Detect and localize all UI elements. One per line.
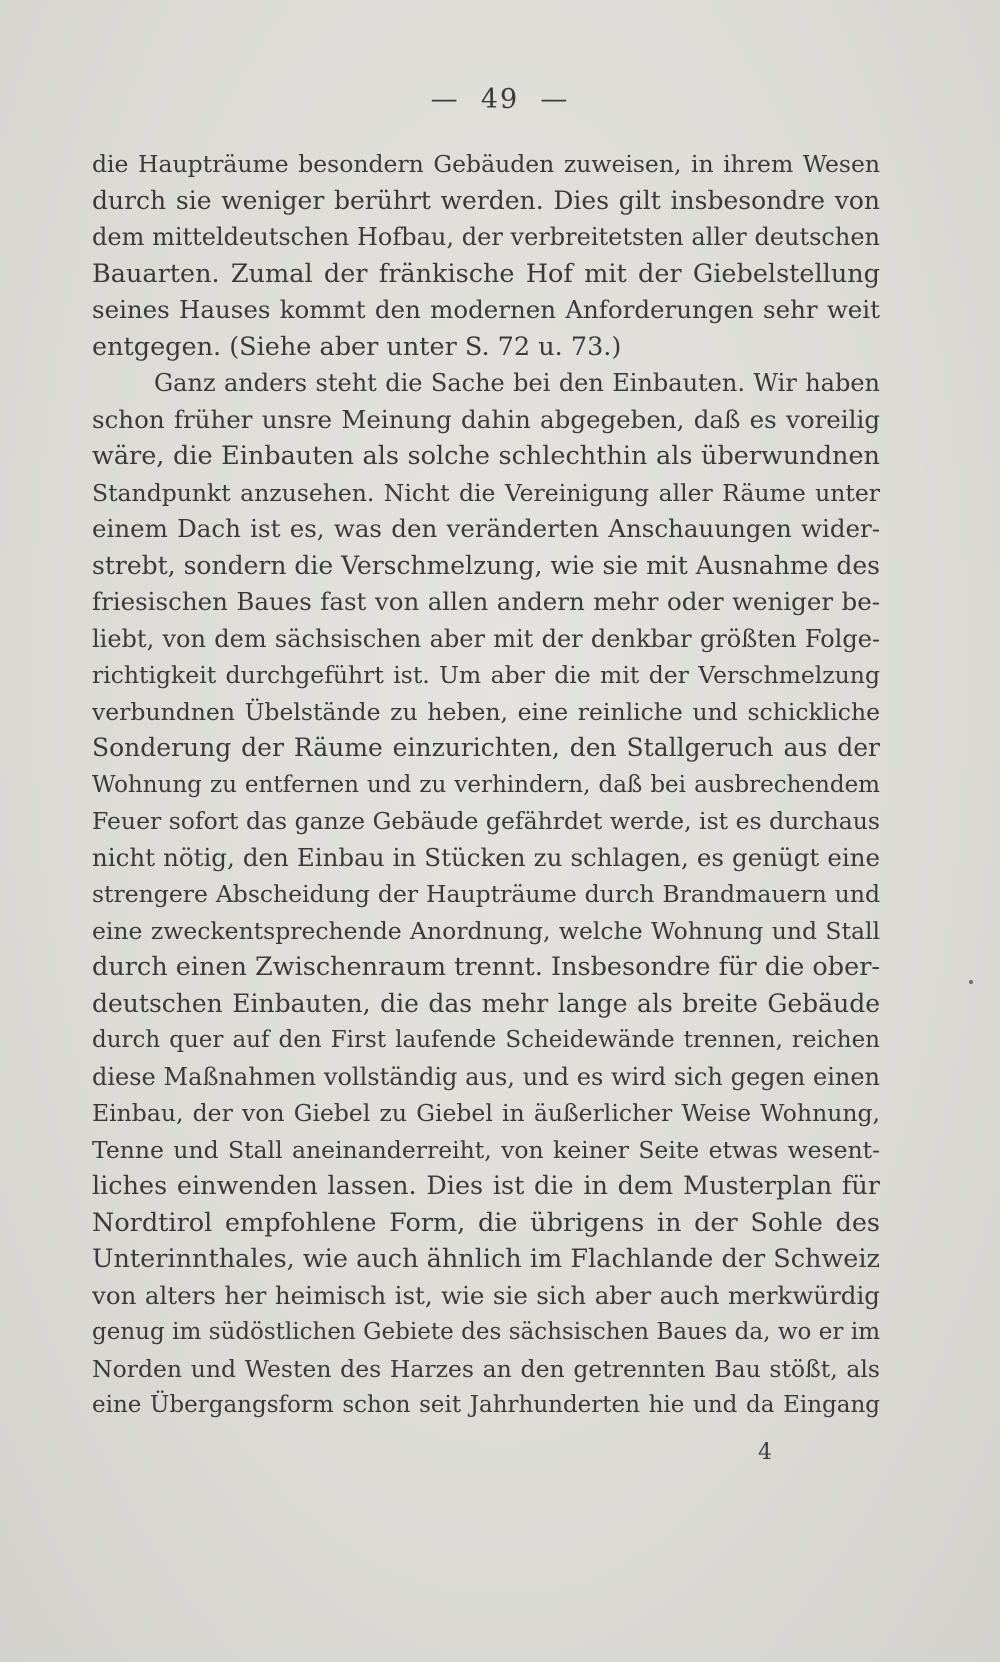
text-line: Nordtirol empfohlene Form, die übrigens in der Sohle des — [92, 1207, 880, 1238]
text-line: Bauarten. Zumal der fränkische Hof mit der Giebelstellung — [92, 258, 880, 289]
text-line: liches einwenden lassen. Dies ist die in dem Musterplan für — [92, 1171, 880, 1201]
text-line: nicht nötig, den Einbau in Stücken zu schlagen, es genügt eine — [92, 842, 880, 872]
text-line: Standpunkt anzusehen. Nicht die Vereinigung aller Räume unter — [92, 478, 880, 507]
text-line: deutschen Einbauten, die das mehr lange als breite Gebäude — [92, 988, 880, 1018]
text-line: Einbau, der von Giebel zu Giebel in äußerlicher Weise Wohnung, — [92, 1099, 880, 1127]
text-line: einem Dach ist es, was den veränderten Anschauungen wider- — [92, 514, 880, 543]
body-text — [92, 146, 880, 1424]
text-line: Tenne und Stall aneinanderreiht, von keiner Seite etwas wesent- — [92, 1135, 880, 1164]
text-line: eine Übergangsform schon seit Jahrhunderten hie und da Eingang — [92, 1392, 880, 1418]
text-line: entgegen. (Siehe aber unter S. 72 u. 73.) — [92, 331, 622, 362]
text-line: diese Maßnahmen vollständig aus, und es wird sich gegen einen — [92, 1062, 880, 1091]
text-line: strengere Abscheidung der Haupträume durch Brandmauern und — [92, 880, 880, 908]
text-line: Ganz anders steht die Sache bei den Einbauten. Wir haben — [154, 369, 880, 397]
text-line: Feuer sofort das ganze Gebäude gefährdet werde, ist es durchaus — [92, 807, 880, 835]
text-line: strebt, sondern die Verschmelzung, wie sie mit Ausnahme des — [92, 550, 880, 580]
text-line: richtigkeit durchgeführt ist. Um aber die mit der Verschmelzung — [92, 661, 880, 689]
text-line: friesischen Baues fast von allen andern mehr oder weniger be- — [92, 587, 880, 616]
text-line: eine zweckentsprechende Anordnung, welche Wohnung und Stall — [92, 916, 880, 945]
text-line: durch einen Zwischenraum trennt. Insbesondre für die ober- — [92, 952, 880, 982]
text-line: dem mitteldeutschen Hofbau, der verbreitetsten aller deutschen — [92, 223, 880, 251]
text-line: wäre, die Einbauten als solche schlechthin als überwundnen — [92, 441, 880, 471]
text-line: Unterinnthales, wie auch ähnlich im Flachlande der Schweiz — [92, 1244, 880, 1274]
text-line: Wohnung zu entfernen und zu verhindern, daß bei ausbrechendem — [92, 771, 880, 798]
text-line: liebt, von dem sächsischen aber mit der denkbar größten Folge- — [92, 624, 880, 653]
text-line: genug im südöstlichen Gebiete des sächsischen Baues da, wo er im — [92, 1319, 880, 1345]
page-number-header: — 49 — — [430, 84, 570, 115]
text-line: seines Hauses kommt den modernen Anforderungen sehr weit — [92, 295, 880, 324]
text-line: durch quer auf den First laufende Scheidewände trennen, reichen — [92, 1027, 880, 1053]
text-line: von alters her heimisch ist, wie sie sich aber auch merkwürdig — [92, 1280, 880, 1310]
text-line: durch sie weniger berührt werden. Dies gilt insbesondre von — [92, 185, 880, 215]
paper-speck — [969, 980, 973, 984]
text-line: die Haupträume besondern Gebäuden zuweisen, in ihrem Wesen — [92, 150, 880, 178]
text-line: Sonderung der Räume einzurichten, den Stallgeruch aus der — [92, 733, 880, 762]
text-line: verbundnen Übelstände zu heben, eine reinliche und schickliche — [92, 697, 880, 726]
text-line: schon früher unsre Meinung dahin abgegeben, daß es voreilig — [92, 404, 880, 434]
text-line: Norden und Westen des Harzes an den getrennten Bau stößt, als — [92, 1354, 880, 1383]
signature-mark: 4 — [758, 1440, 772, 1465]
